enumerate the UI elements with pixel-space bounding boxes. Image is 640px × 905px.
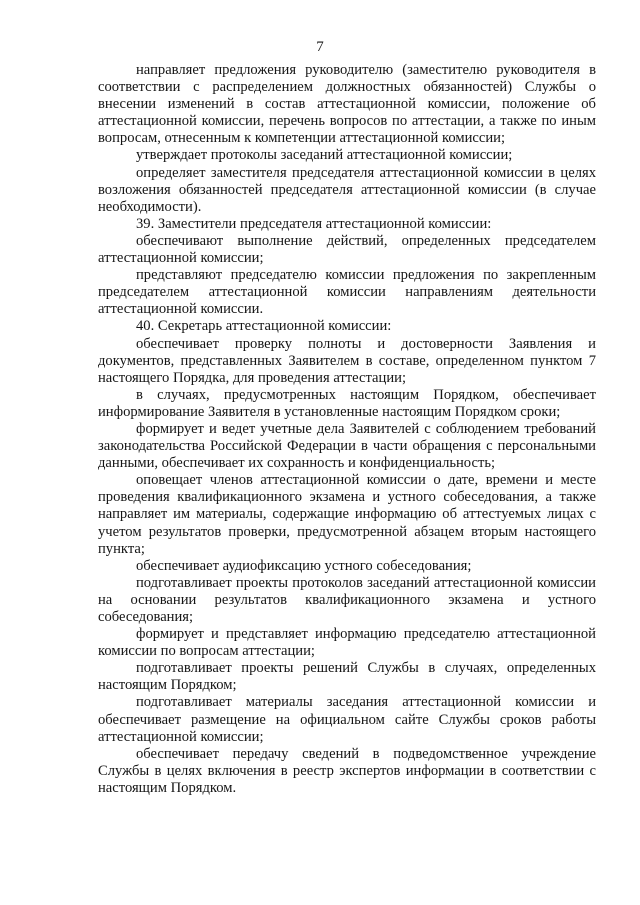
paragraph-secretary-audio: обеспечивает аудиофиксацию устного собеседования;	[136, 557, 472, 574]
paragraph-secretary-materials: подготавливает материалы заседания аттестационной комиссии и обеспечивает размещение на официальном сайте Службы сроков работы аттестационной комиссии;	[98, 694, 596, 745]
paragraph-secretary-protocols: подготавливает проекты протоколов заседаний аттестационной комиссии на основании результатов квалификационного экзамена и устного собеседования;	[98, 574, 596, 625]
paragraph-secretary-information: формирует и представляет информацию председателю аттестационной комиссии по вопросам аттестации;	[98, 626, 596, 660]
paragraph-deputies-submit: представляют председателю комиссии предложения по закрепленным председателем аттестационной комиссии направлениям деятельности аттестационной комиссии.	[98, 267, 596, 318]
paragraph-approves-protocols: утверждает протоколы заседаний аттестационной комиссии;	[136, 147, 513, 164]
paragraph-secretary-records: формирует и ведет учетные дела Заявителей с соблюдением требований законодательства Российской Федерации в части обращения с персональными данными, обеспечивает их сохранность и конфиденциальность;	[98, 420, 596, 472]
document-body	[98, 62, 596, 797]
paragraph-39-heading: 39. Заместители председателя аттестационной комиссии:	[136, 215, 492, 232]
paragraph-proposals: направляет предложения руководителю (заместителю руководителя в соответствии с распределением должностных обязанностей) Службы о внесении изменений в состав аттестационной комиссии, положение об аттестационной комиссии, перечень вопросов по аттестации, а также по иным вопросам, отнесенным к компетенции аттестационной комиссии;	[98, 62, 596, 147]
paragraph-secretary-checks: обеспечивает проверку полноты и достоверности Заявления и документов, представленных Заявителем в составе, определенном пунктом 7 настоящего Порядка, для проведения аттестации;	[98, 335, 596, 386]
page-number: 7	[316, 39, 324, 55]
paragraph-deputies-ensure: обеспечивают выполнение действий, определенных председателем аттестационной комиссии;	[98, 232, 596, 267]
paragraph-40-heading: 40. Секретарь аттестационной комиссии:	[136, 318, 392, 335]
paragraph-secretary-notifies: оповещает членов аттестационной комиссии о дате, времени и месте проведения квалификационного экзамена и устного собеседования, а также направляет им материалы, содержащие информацию об аттестуемых лицах с учетом результатов проверки, предусмотренной абзацем вторым настоящего пункта;	[98, 472, 596, 557]
paragraph-secretary-informs: в случаях, предусмотренных настоящим Порядком, обеспечивает информирование Заявителя в установленные настоящим Порядком сроки;	[98, 386, 596, 420]
paragraph-determines-deputy: определяет заместителя председателя аттестационной комиссии в целях возложения обязанностей председателя аттестационной комиссии (в случае необходимости).	[98, 164, 596, 215]
paragraph-secretary-transfer: обеспечивает передачу сведений в подведомственное учреждение Службы в целях включения в реестр экспертов информации в соответствии с настоящим Порядком.	[98, 745, 596, 796]
paragraph-secretary-decisions: подготавливает проекты решений Службы в случаях, определенных настоящим Порядком;	[98, 660, 596, 694]
